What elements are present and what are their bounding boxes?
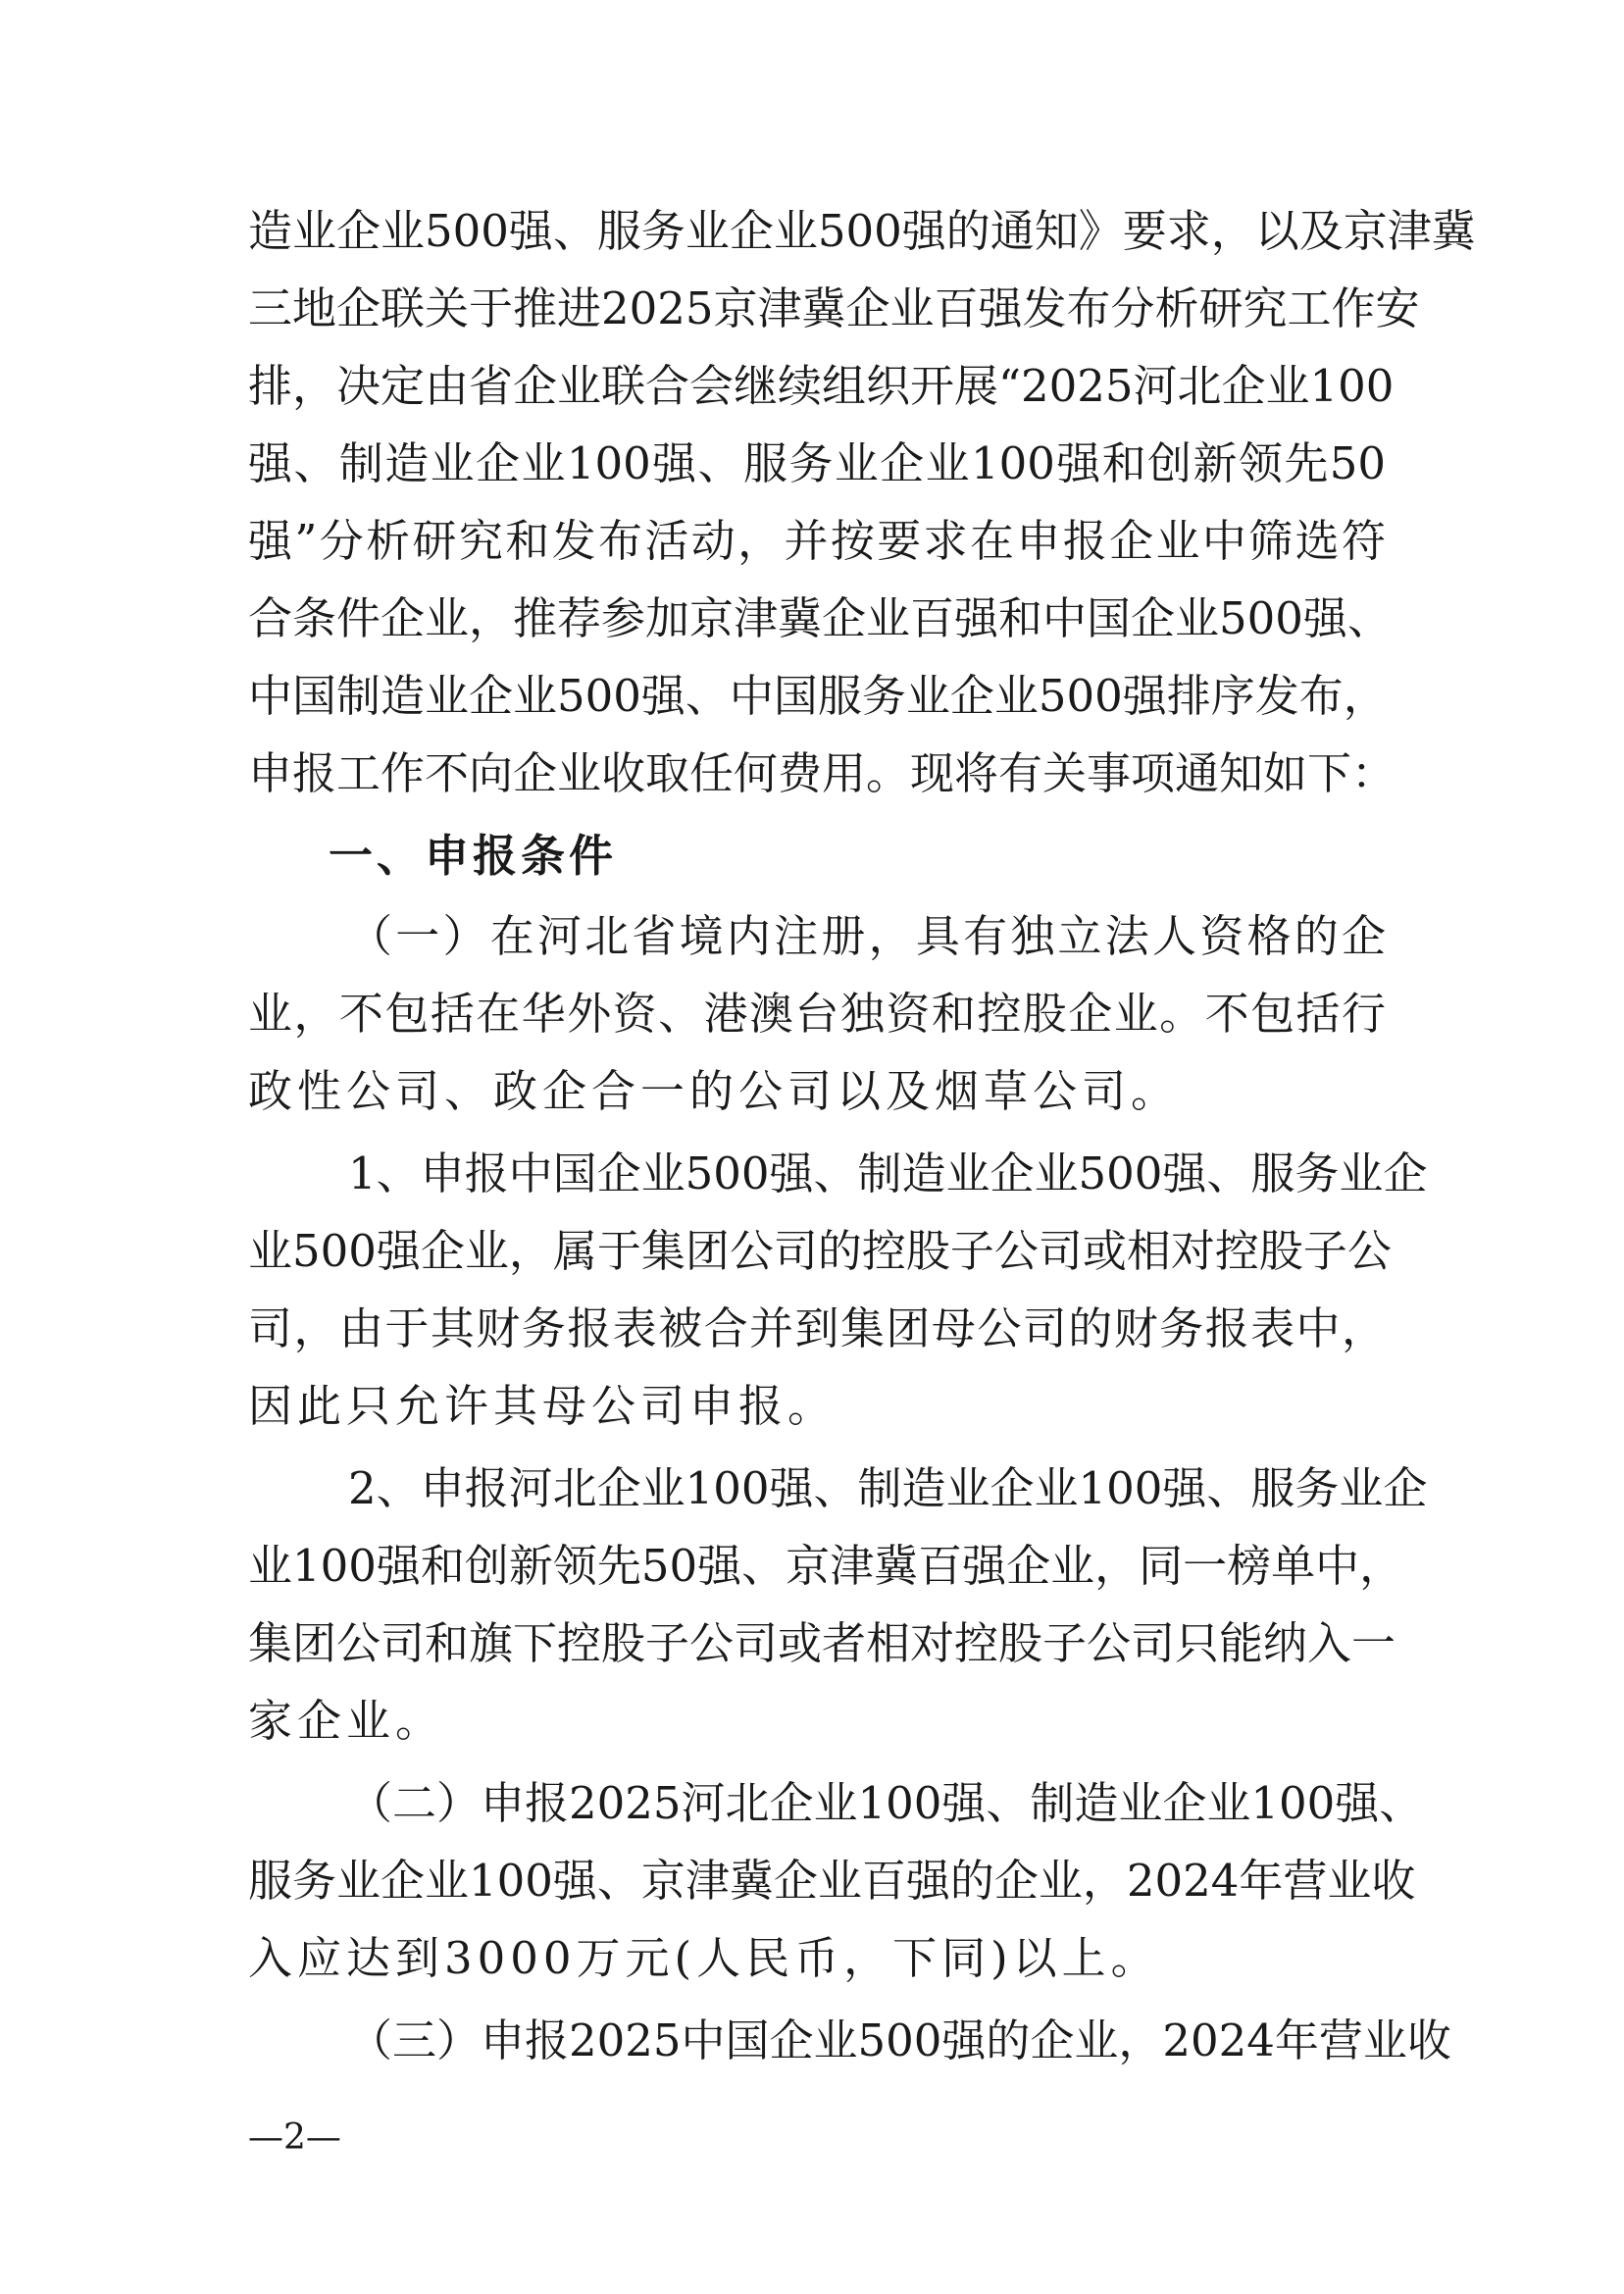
body-text-line: 造业企业500强、服务业企业500强的通知》要求，以及京津冀 [248,205,1476,257]
body-text-line: 因此只允许其母公司申报。 [248,1380,837,1432]
body-text-line: 政性公司、政企合一的公司以及烟草公司。 [248,1065,1181,1117]
body-text-line: 服务业企业100强、京津冀企业百强的企业，2024年营业收 [248,1855,1416,1907]
body-text-line: 申报工作不向企业收取任何费用。现将有关事项通知如下： [248,747,1396,799]
body-text-line: （二）申报2025河北企业100强、制造业企业100强、 [348,1777,1424,1829]
body-text-line: 司，由于其财务报表被合并到集团母公司的财务报表中， [248,1302,1386,1354]
body-text-line: 2、申报河北企业100强、制造业企业100强、服务业企 [348,1462,1428,1514]
body-text-line: 业，不包括在华外资、港澳台独资和控股企业。不包括行 [248,988,1386,1040]
body-text-line: 三地企联关于推进2025京津冀企业百强发布分析研究工作安 [248,282,1420,334]
page-number: —2— [248,2117,341,2158]
body-text-line: 入应达到3000万元(人民币，下同)以上。 [248,1932,1160,1984]
section-heading: 一、申报条件 [329,830,618,882]
body-text-line: 合条件企业，推荐参加京津冀企业百强和中国企业500强、 [248,592,1392,644]
body-text-line: 集团公司和旗下控股子公司或者相对控股子公司只能纳入一 [248,1617,1396,1669]
body-text-line: （一）在河北省境内注册，具有独立法人资格的企 [348,910,1386,962]
body-text-line: 1、申报中国企业500强、制造业企业500强、服务业企 [348,1147,1428,1199]
body-text-line: （三）申报2025中国企业500强的企业，2024年营业收 [348,2014,1451,2066]
body-text-line: 排，决定由省企业联合会继续组织开展“2025河北企业100 [248,360,1395,412]
body-text-line: 中国制造业企业500强、中国服务业企业500强排序发布， [248,670,1388,722]
body-text-line: 强、制造业企业100强、服务业企业100强和创新领先50 [248,437,1386,489]
body-text-line: 业100强和创新领先50强、京津冀百强企业，同一榜单中， [248,1540,1404,1592]
body-text-line: 家企业。 [248,1695,445,1747]
body-text-line: 业500强企业，属于集团公司的控股子公司或相对控股子公 [248,1225,1392,1277]
body-text-line: 强”分析研究和发布活动，并按要求在申报企业中筛选符 [248,515,1386,567]
